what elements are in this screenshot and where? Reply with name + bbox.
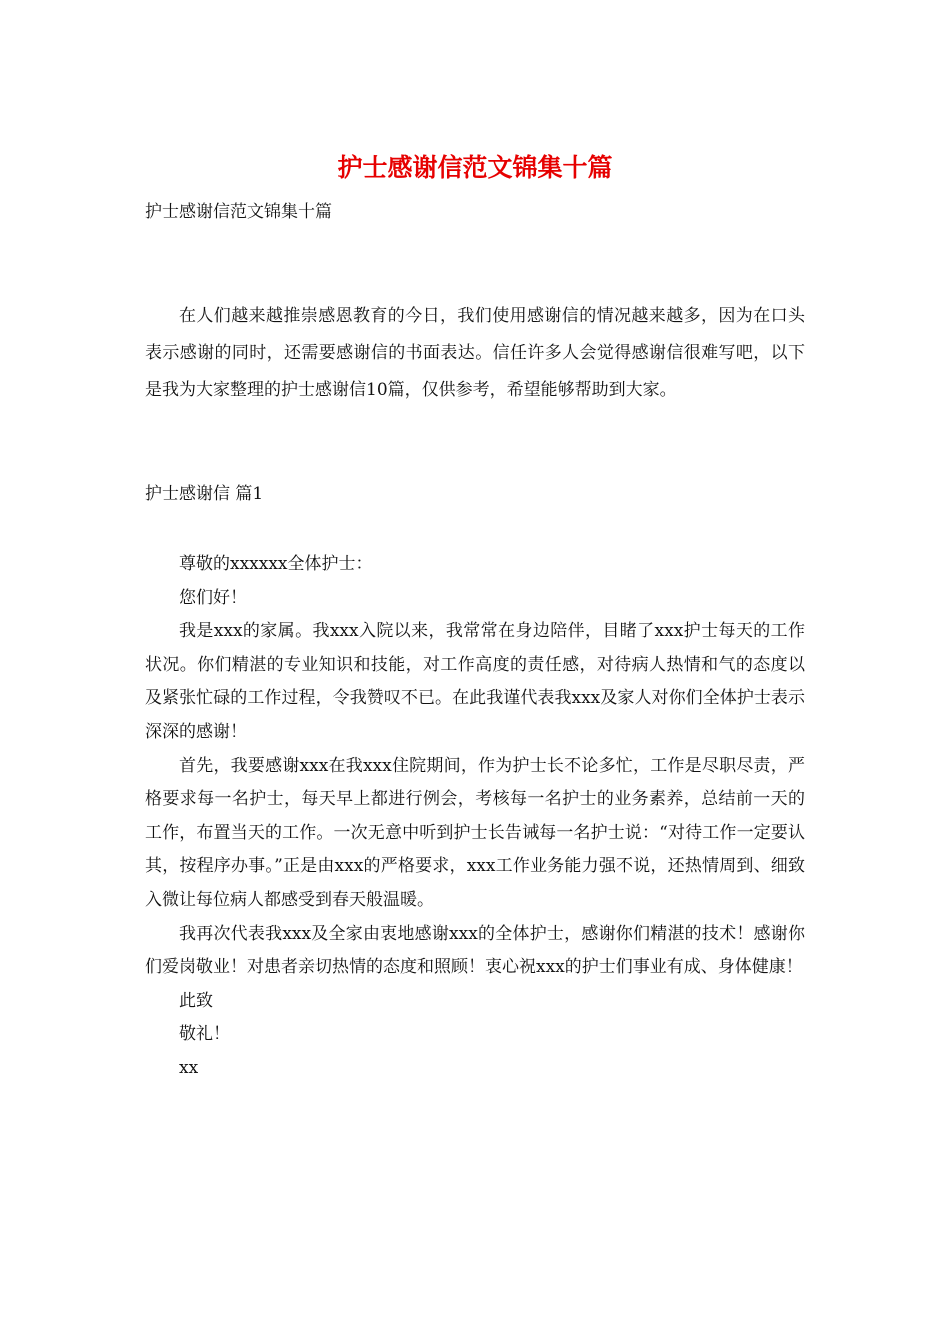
letter-salutation: 尊敬的xxxxxx全体护士： [179, 554, 373, 574]
letter-signature: xx [179, 1057, 199, 1078]
letter-paragraph: 我再次代表我xxx及全家由衷地感谢xxx的全体护士，感谢你们精湛的技术！感谢你们爱岗敬业！对患者亲切热情的态度和照顾！衷心祝xxx的护士们事业有成、身体健康！ [145, 923, 805, 978]
letter-greeting: 您们好！ [179, 587, 247, 608]
intro-paragraph: 在人们越来越推崇感恩教育的今日，我们使用感谢信的情况越来越多，因为在口头表示感谢的同时，还需要感谢信的书面表达。信任许多人会觉得感谢信很难写吧，以下是我为大家整理的护士感谢信10篇，仅供参考，希望能够帮助到大家。 [145, 306, 805, 400]
letter-paragraph: 我是xxx的家属。我xxx入院以来，我常常在身边陪伴，目睹了xxx护士每天的工作状况。你们精湛的专业知识和技能，对工作高度的责任感，对待病人热情和气的态度以及紧张忙碌的工作过程，令我赞叹不已。在此我谨代表我xxx及家人对你们全体护士表示深深的感谢！ [145, 621, 805, 742]
section-heading: 护士感谢信 篇1 [145, 484, 264, 504]
letter-regards: 敬礼！ [179, 1024, 230, 1045]
document-title: 护士感谢信范文锦集十篇 [337, 153, 613, 182]
letter-body [145, 548, 805, 1086]
letter-closing: 此致 [179, 990, 213, 1011]
document-subtitle: 护士感谢信范文锦集十篇 [145, 202, 332, 222]
letter-paragraph: 首先，我要感谢xxx在我xxx住院期间，作为护士长不论多忙，工作是尽职尽责，严格要求每一名护士，每天早上都进行例会，考核每一名护士的业务素养，总结前一天的工作，布置当天的工作。一次无意中听到护士长告诫每一名护士说：“对待工作一定要认其，按程序办事。”正是由xxx的严格要求，xxx工作业务能力强不说，还热情周到、细致入微让每位病人都感受到春天般温暖。 [145, 755, 805, 910]
